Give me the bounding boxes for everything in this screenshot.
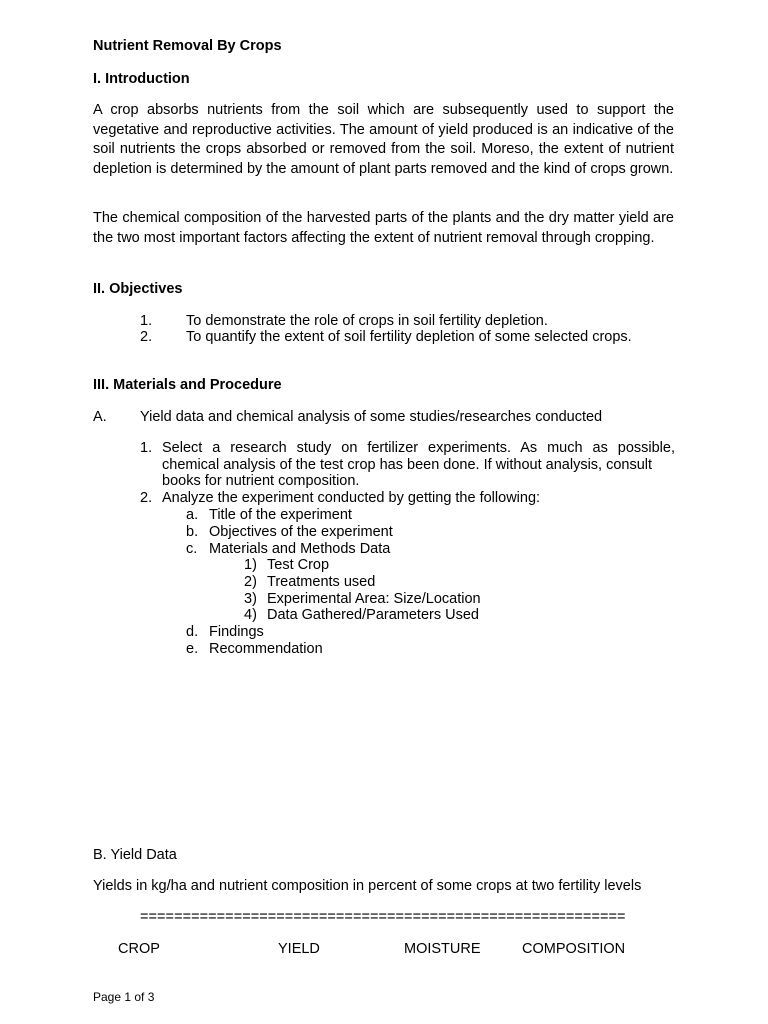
subitem-d-text: Findings [209, 624, 264, 640]
table-rule: ========================================================= [140, 909, 626, 925]
introduction-paragraph-1: A crop absorbs nutrients from the soil which are subsequently used to support the vegetative and reproductive activities. The amount of yield produced is an indicative of the soil nutrients the crops absorbed or removed from the soil. Moreso, the extent of nutrient depletion is determined by the amount of plant parts removed and the kind of crops grown. [93, 102, 674, 177]
step-1-number: 1. [140, 440, 153, 456]
step-2-text: Analyze the experiment conducted by getting the following: [162, 490, 541, 506]
step-1-line-3: books for nutrient composition. [162, 473, 360, 489]
yield-data-caption: Yields in kg/ha and nutrient composition in percent of some crops at two fertility levels [93, 878, 642, 894]
step-2-number: 2. [140, 490, 153, 506]
column-header-composition: COMPOSITION [522, 941, 626, 957]
subitem-b-letter: b. [186, 524, 199, 540]
subitem-c-letter: c. [186, 541, 198, 557]
objectives-heading: II. Objectives [93, 281, 183, 297]
subitem-a-text: Title of the experiment [209, 507, 352, 523]
subitem-e-text: Recommendation [209, 641, 323, 657]
introduction-heading: I. Introduction [93, 71, 190, 87]
objective-1-text: To demonstrate the role of crops in soil fertility depletion. [186, 313, 548, 329]
subitem-b-text: Objectives of the experiment [209, 524, 393, 540]
subitem-c-text: Materials and Methods Data [209, 541, 391, 557]
objective-2-number: 2. [140, 329, 153, 345]
method-3-text: Experimental Area: Size/Location [267, 591, 481, 607]
method-1-number: 1) [244, 557, 257, 573]
objective-1-number: 1. [140, 313, 153, 329]
subitem-d-letter: d. [186, 624, 199, 640]
column-header-yield: YIELD [278, 941, 320, 957]
method-3-number: 3) [244, 591, 257, 607]
section-a-letter: A. [93, 409, 107, 425]
method-4-text: Data Gathered/Parameters Used [267, 607, 479, 623]
introduction-paragraph-2: The chemical composition of the harvested parts of the plants and the dry matter yield are the two most important factors affecting the extent of nutrient removal through cropping. [93, 210, 674, 246]
subitem-e-letter: e. [186, 641, 199, 657]
method-1-text: Test Crop [267, 557, 330, 573]
method-2-number: 2) [244, 574, 257, 590]
column-header-crop: CROP [118, 941, 160, 957]
yield-data-heading: B. Yield Data [93, 847, 177, 863]
document-title: Nutrient Removal By Crops [93, 38, 282, 54]
section-a-text: Yield data and chemical analysis of some studies/researches conducted [140, 409, 603, 425]
page-number-footer: Page 1 of 3 [93, 990, 155, 1004]
method-4-number: 4) [244, 607, 257, 623]
step-1-line-2: chemical analysis of the test crop has been done. If without analysis, consult [162, 457, 653, 473]
column-header-moisture: MOISTURE [404, 941, 481, 957]
materials-heading: III. Materials and Procedure [93, 377, 282, 393]
step-1-line-1: Select a research study on fertilizer experiments. As much as possible, [162, 440, 675, 456]
objective-2-text: To quantify the extent of soil fertility depletion of some selected crops. [186, 329, 632, 345]
method-2-text: Treatments used [267, 574, 376, 590]
subitem-a-letter: a. [186, 507, 199, 523]
